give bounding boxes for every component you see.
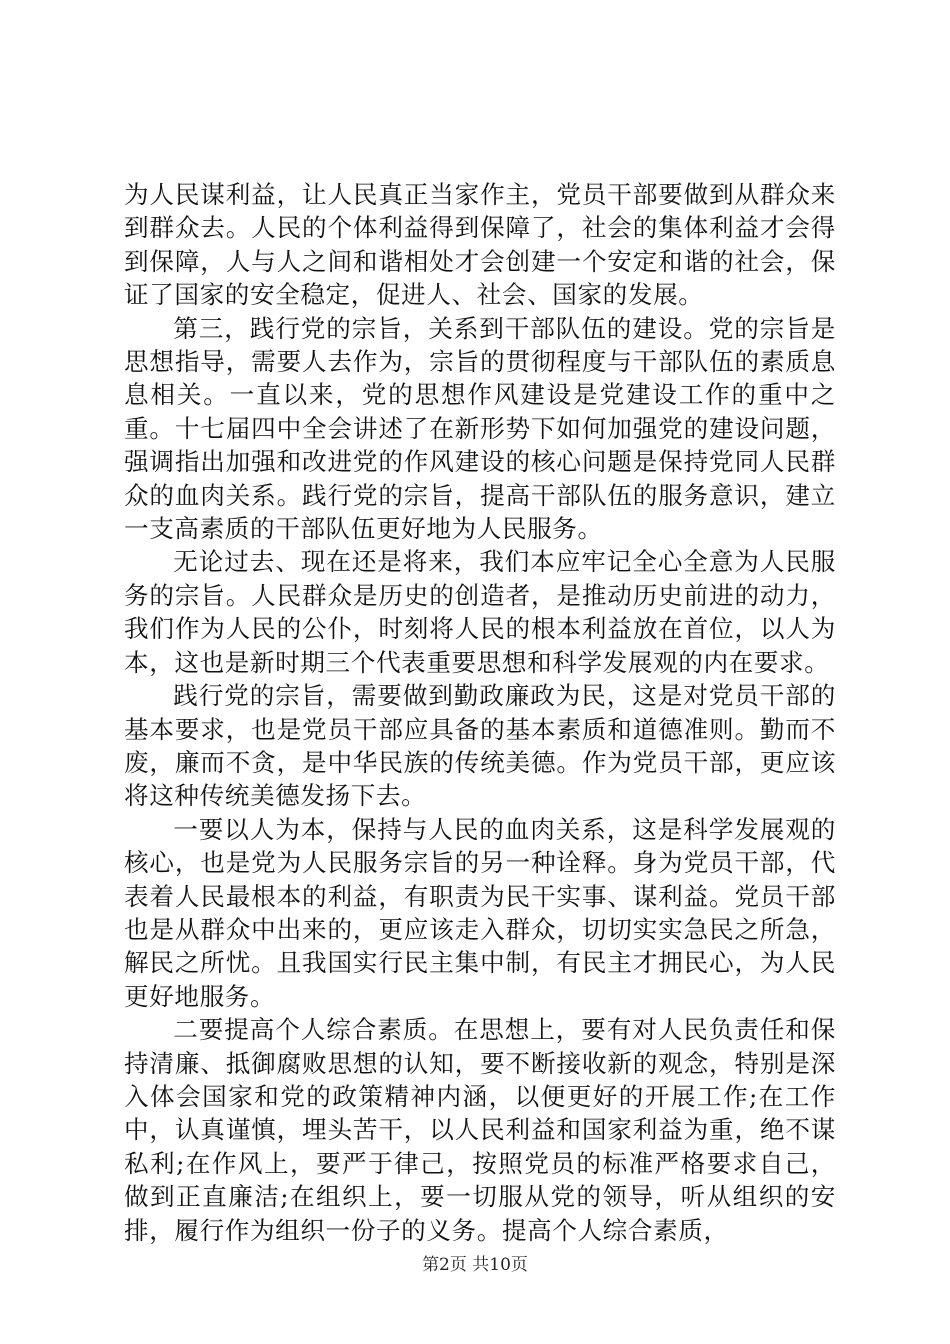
paragraph-6: 二要提高个人综合素质。在思想上，要有对人民负责任和保持清廉、抵御腐败思想的认知，要不断接收新的观念，特别是深入体会国家和党的政策精神内涵，以便更好的开展工作;在工作中，认真谨慎，埋头苦干，以人民利益和国家利益为重，绝不谋私利;在作风上，要严于律己，按照党员的标准严格要求自己，做到正直廉洁;在组织上，要一切服从党的领导，听从组织的安排，履行作为组织一份子的义务。提高个人综合素质， xyxy=(124,1015,836,1245)
paragraph-5: 一要以人为本，保持与人民的血肉关系，这是科学发展观的核心，也是党为人民服务宗旨的另一种诠释。身为党员干部，代表着人民最根本的利益，有职责为民干实事、谋利益。党员干部也是从群众中出来的，更应该走入群众，切切实实急民之所急，解民之所忧。且我国实行民主集中制，有民主才拥民心，为人民更好地服务。 xyxy=(124,814,836,1011)
paragraph-4: 践行党的宗旨，需要做到勤政廉政为民，这是对党员干部的基本要求，也是党员干部应具备的基本素质和道德准则。勤而不废，廉而不贪，是中华民族的传统美德。作为党员干部，更应该将这种传统美德发扬下去。 xyxy=(124,681,836,811)
paragraph-2: 第三，践行党的宗旨，关系到干部队伍的建设。党的宗旨是思想指导，需要人去作为，宗旨的贯彻程度与干部队伍的素质息息相关。一直以来，党的思想作风建设是党建设工作的重中之重。十七届四中全会讲述了在新形势下如何加强党的建设问题，强调指出加强和改进党的作风建设的核心问题是保持党同人民群众的血肉关系。践行党的宗旨，提高干部队伍的服务意识，建立一支高素质的干部队伍更好地为人民服务。 xyxy=(124,313,836,544)
document-body xyxy=(124,178,836,1247)
paragraph-3: 无论过去、现在还是将来，我们本应牢记全心全意为人民服务的宗旨。人民群众是历史的创造者，是推动历史前进的动力，我们作为人民的公仆，时刻将人民的根本利益放在首位，以人为本，这也是新时期三个代表重要思想和科学发展观的内在要求。 xyxy=(124,547,836,677)
paragraph-1: 为人民谋利益，让人民真正当家作主，党员干部要做到从群众来到群众去。人民的个体利益得到保障了，社会的集体利益才会得到保障，人与人之间和谐相处才会创建一个安定和谐的社会，保证了国家的安全稳定，促进人、社会、国家的发展。 xyxy=(124,180,836,310)
page-footer xyxy=(0,1254,950,1276)
page-number: 第2页 共10页 xyxy=(422,1255,528,1275)
